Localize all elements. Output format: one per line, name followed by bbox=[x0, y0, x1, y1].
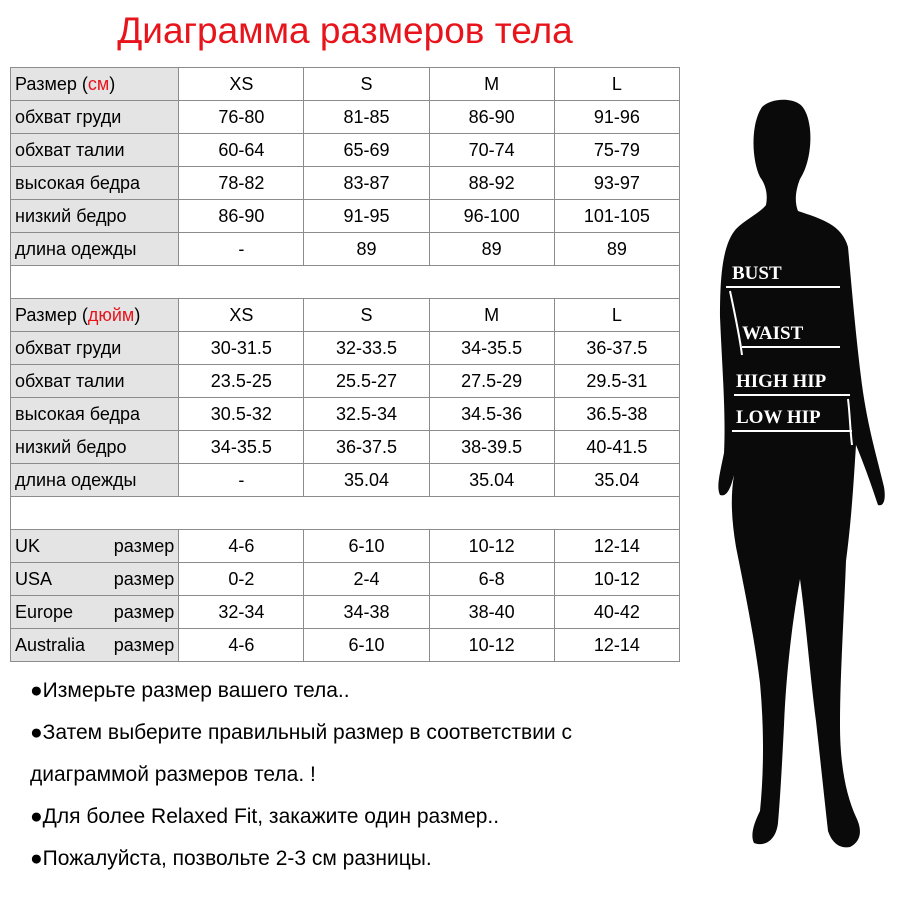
table-row bbox=[11, 563, 680, 596]
table-row bbox=[11, 332, 680, 365]
table-cell: 27.5-29 bbox=[429, 365, 554, 398]
table-row bbox=[11, 200, 680, 233]
table-cell: 10-12 bbox=[429, 530, 554, 563]
table-cell: 12-14 bbox=[554, 629, 679, 662]
low-hip-label: LOW HIP bbox=[736, 407, 821, 428]
row-label: Europe размер bbox=[11, 596, 179, 629]
table-cell: 86-90 bbox=[179, 200, 304, 233]
table-cell: 30.5-32 bbox=[179, 398, 304, 431]
table-cell: 2-4 bbox=[304, 563, 429, 596]
row-label: Australia размер bbox=[11, 629, 179, 662]
table-row bbox=[11, 134, 680, 167]
table-cell: 89 bbox=[429, 233, 554, 266]
note-line: ●Измерьте размер вашего тела.. bbox=[30, 679, 350, 702]
size-header: S bbox=[304, 68, 429, 101]
table-header-row-inch bbox=[11, 299, 680, 332]
table-row bbox=[11, 167, 680, 200]
size-header: M bbox=[429, 68, 554, 101]
table-row bbox=[11, 365, 680, 398]
table-cell: 89 bbox=[304, 233, 429, 266]
table-cell: 29.5-31 bbox=[554, 365, 679, 398]
size-header: XS bbox=[179, 299, 304, 332]
table-cell: 34.5-36 bbox=[429, 398, 554, 431]
table-row bbox=[11, 431, 680, 464]
table-cell: 35.04 bbox=[554, 464, 679, 497]
silhouette-svg bbox=[680, 95, 900, 900]
table-cell: 93-97 bbox=[554, 167, 679, 200]
table-cell: 32.5-34 bbox=[304, 398, 429, 431]
row-label: UK размер bbox=[11, 530, 179, 563]
table-cell: 91-95 bbox=[304, 200, 429, 233]
size-header: L bbox=[554, 68, 679, 101]
bust-label: BUST bbox=[732, 263, 782, 284]
table-cell: 4-6 bbox=[179, 530, 304, 563]
waist-label: WAIST bbox=[742, 323, 804, 344]
table-cell: 23.5-25 bbox=[179, 365, 304, 398]
table-cell: 40-41.5 bbox=[554, 431, 679, 464]
row-label: высокая бедра bbox=[11, 167, 179, 200]
table-row bbox=[11, 101, 680, 134]
table-cell: 36.5-38 bbox=[554, 398, 679, 431]
table-cell: 101-105 bbox=[554, 200, 679, 233]
page-title: Диаграмма размеров тела bbox=[117, 10, 573, 51]
table-cell: 78-82 bbox=[179, 167, 304, 200]
table-cell: 36-37.5 bbox=[554, 332, 679, 365]
row-label: длина одежды bbox=[11, 464, 179, 497]
table-cell: 0-2 bbox=[179, 563, 304, 596]
table-cell: 60-64 bbox=[179, 134, 304, 167]
table-cell: 40-42 bbox=[554, 596, 679, 629]
table-header-row-cm bbox=[11, 68, 680, 101]
table-cell: 70-74 bbox=[429, 134, 554, 167]
spacer-cell bbox=[11, 266, 680, 299]
row-label: низкий бедро bbox=[11, 431, 179, 464]
table-row bbox=[11, 629, 680, 662]
spacer-row bbox=[11, 497, 680, 530]
row-label: обхват груди bbox=[11, 332, 179, 365]
row-label: обхват груди bbox=[11, 101, 179, 134]
row-label: обхват талии bbox=[11, 365, 179, 398]
row-label: обхват талии bbox=[11, 134, 179, 167]
table-row bbox=[11, 596, 680, 629]
table-cell: 86-90 bbox=[429, 101, 554, 134]
table-row bbox=[11, 398, 680, 431]
table-cell: 34-38 bbox=[304, 596, 429, 629]
table-cell: 32-33.5 bbox=[304, 332, 429, 365]
note-line: ●Для более Relaxed Fit, закажите один размер.. bbox=[30, 805, 500, 828]
table-cell: 6-8 bbox=[429, 563, 554, 596]
size-header: S bbox=[304, 299, 429, 332]
table-cell: 38-40 bbox=[429, 596, 554, 629]
instructions bbox=[30, 670, 660, 880]
table-cell: 83-87 bbox=[304, 167, 429, 200]
unit-cm: см bbox=[87, 73, 110, 94]
table-cell: 96-100 bbox=[429, 200, 554, 233]
table-cell: 81-85 bbox=[304, 101, 429, 134]
row-label: низкий бедро bbox=[11, 200, 179, 233]
table-row bbox=[11, 233, 680, 266]
table-cell: 10-12 bbox=[554, 563, 679, 596]
note-line: ●Пожалуйста, позвольте 2-3 см разницы. bbox=[30, 847, 432, 870]
table-cell: 76-80 bbox=[179, 101, 304, 134]
note-line: ●Затем выберите правильный размер в соответствии с bbox=[30, 721, 572, 744]
table-cell: 12-14 bbox=[554, 530, 679, 563]
size-header: M bbox=[429, 299, 554, 332]
table-cell: 4-6 bbox=[179, 629, 304, 662]
table-row bbox=[11, 530, 680, 563]
table-cell: 6-10 bbox=[304, 629, 429, 662]
row-label: USA размер bbox=[11, 563, 179, 596]
table-cell: 25.5-27 bbox=[304, 365, 429, 398]
body-silhouette-figure bbox=[680, 95, 900, 900]
table-cell: 10-12 bbox=[429, 629, 554, 662]
table-cell: 91-96 bbox=[554, 101, 679, 134]
header-label-inch: Размер (дюйм) bbox=[11, 299, 179, 332]
spacer-row bbox=[11, 266, 680, 299]
note-line: диаграммой размеров тела. ! bbox=[30, 763, 316, 786]
table-cell: 88-92 bbox=[429, 167, 554, 200]
unit-inch: дюйм bbox=[87, 304, 135, 325]
row-label: длина одежды bbox=[11, 233, 179, 266]
table-cell: 34-35.5 bbox=[179, 431, 304, 464]
table-cell: 89 bbox=[554, 233, 679, 266]
size-chart-table bbox=[10, 67, 680, 662]
table-cell: 35.04 bbox=[304, 464, 429, 497]
table-cell: - bbox=[179, 233, 304, 266]
table-cell: 34-35.5 bbox=[429, 332, 554, 365]
size-header: L bbox=[554, 299, 679, 332]
size-header: XS bbox=[179, 68, 304, 101]
table-cell: - bbox=[179, 464, 304, 497]
table-cell: 75-79 bbox=[554, 134, 679, 167]
table-cell: 38-39.5 bbox=[429, 431, 554, 464]
table-cell: 6-10 bbox=[304, 530, 429, 563]
table-cell: 36-37.5 bbox=[304, 431, 429, 464]
header-label-cm: Размер (см) bbox=[11, 68, 179, 101]
table-cell: 65-69 bbox=[304, 134, 429, 167]
spacer-cell bbox=[11, 497, 680, 530]
table-cell: 30-31.5 bbox=[179, 332, 304, 365]
table-row bbox=[11, 464, 680, 497]
high-hip-label: HIGH HIP bbox=[736, 371, 827, 392]
woman-silhouette-icon bbox=[718, 100, 884, 848]
table-cell: 32-34 bbox=[179, 596, 304, 629]
row-label: высокая бедра bbox=[11, 398, 179, 431]
table-cell: 35.04 bbox=[429, 464, 554, 497]
